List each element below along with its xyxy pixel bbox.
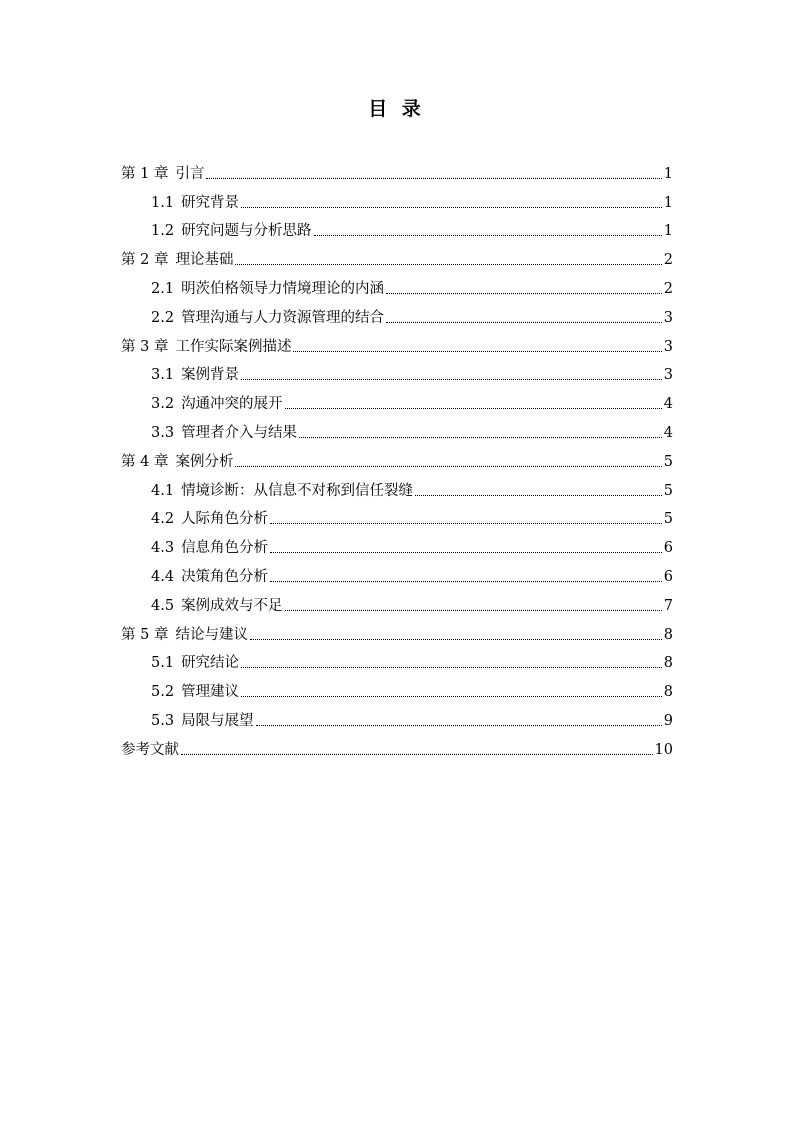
toc-dot-leader xyxy=(206,177,661,179)
toc-entry-page-number: 2 xyxy=(663,252,673,269)
toc-entry[interactable] xyxy=(121,528,673,557)
toc-entry-page-number: 3 xyxy=(663,338,673,355)
toc-entry-title: 研究背景 xyxy=(181,194,240,211)
toc-dot-leader xyxy=(270,551,662,553)
toc-dot-leader xyxy=(299,436,662,438)
toc-entry-page-number: 5 xyxy=(663,482,673,499)
toc-dot-leader xyxy=(235,465,661,467)
toc-dot-leader xyxy=(270,580,662,582)
toc-entry-number: 3.2 xyxy=(151,396,175,413)
toc-entry[interactable] xyxy=(121,154,673,183)
toc-entry[interactable] xyxy=(121,471,673,500)
toc-entry-title: 沟通冲突的展开 xyxy=(181,396,283,413)
toc-entry-page-number: 4 xyxy=(663,424,673,441)
toc-dot-leader xyxy=(270,522,662,524)
toc-entry-title: 信息角色分析 xyxy=(181,540,269,557)
toc-entry-page-number: 8 xyxy=(663,626,673,643)
toc-entry[interactable] xyxy=(121,672,673,701)
toc-dot-leader xyxy=(293,350,661,352)
toc-dot-leader xyxy=(314,234,662,236)
toc-entry[interactable] xyxy=(121,269,673,298)
toc-entry-page-number: 6 xyxy=(663,568,673,585)
toc-dot-leader xyxy=(386,292,662,294)
toc-entry-title: 管理者介入与结果 xyxy=(181,424,298,441)
toc-entry-title: 情境诊断：从信息不对称到信任裂缝 xyxy=(181,482,414,499)
toc-list xyxy=(121,154,673,759)
toc-dot-leader xyxy=(241,378,662,380)
toc-entry-page-number: 8 xyxy=(663,684,673,701)
toc-entry[interactable] xyxy=(121,557,673,586)
toc-entry-number: 1.2 xyxy=(151,223,175,240)
toc-entry[interactable] xyxy=(121,615,673,644)
toc-entry-number: 3.1 xyxy=(151,367,175,384)
toc-entry-title: 明茨伯格领导力情境理论的内涵 xyxy=(181,280,385,297)
toc-title: 目 录 xyxy=(368,98,425,120)
toc-entry-number: 5.2 xyxy=(151,684,175,701)
toc-entry-page-number: 8 xyxy=(663,655,673,672)
toc-entry-page-number: 3 xyxy=(663,309,673,326)
toc-entry[interactable] xyxy=(121,730,673,759)
toc-entry[interactable] xyxy=(121,442,673,471)
toc-entry-page-number: 1 xyxy=(663,194,673,211)
toc-entry[interactable] xyxy=(121,356,673,385)
toc-dot-leader xyxy=(250,638,662,640)
toc-dot-leader xyxy=(241,695,662,697)
toc-entry[interactable] xyxy=(121,298,673,327)
toc-entry-title: 研究问题与分析思路 xyxy=(181,223,312,240)
toc-entry-number: 5.3 xyxy=(151,712,175,729)
toc-dot-leader xyxy=(241,206,662,208)
toc-entry-page-number: 10 xyxy=(654,741,673,758)
toc-dot-leader xyxy=(285,609,662,611)
toc-entry-number: 3.3 xyxy=(151,424,175,441)
toc-entry-page-number: 7 xyxy=(663,597,673,614)
toc-entry-number: 2.1 xyxy=(151,280,175,297)
toc-entry-number: 2.2 xyxy=(151,309,175,326)
toc-entry[interactable] xyxy=(121,183,673,212)
toc-entry-title: 案例分析 xyxy=(175,453,234,470)
toc-entry[interactable] xyxy=(121,327,673,356)
toc-entry-number: 第 3 章 xyxy=(121,338,169,355)
toc-entry-page-number: 5 xyxy=(663,453,673,470)
toc-entry-title: 参考文献 xyxy=(121,741,179,758)
toc-entry-page-number: 6 xyxy=(663,540,673,557)
toc-entry-title: 案例背景 xyxy=(181,367,240,384)
toc-entry-title: 引言 xyxy=(175,165,205,182)
toc-dot-leader xyxy=(235,263,661,265)
toc-entry-number: 4.5 xyxy=(151,597,175,614)
toc-dot-leader xyxy=(386,321,662,323)
toc-entry-page-number: 9 xyxy=(663,712,673,729)
toc-dot-leader xyxy=(285,407,662,409)
toc-entry-page-number: 4 xyxy=(663,396,673,413)
toc-entry-page-number: 3 xyxy=(663,367,673,384)
toc-entry-page-number: 2 xyxy=(663,280,673,297)
toc-entry-title: 研究结论 xyxy=(181,655,240,672)
toc-dot-leader xyxy=(181,753,653,755)
toc-entry[interactable] xyxy=(121,240,673,269)
toc-entry-number: 第 2 章 xyxy=(121,252,169,269)
toc-entry-title: 人际角色分析 xyxy=(181,511,269,528)
toc-dot-leader xyxy=(415,494,662,496)
toc-entry-page-number: 1 xyxy=(663,223,673,240)
toc-entry-title: 管理建议 xyxy=(181,684,240,701)
toc-entry-title: 管理沟通与人力资源管理的结合 xyxy=(181,309,385,326)
toc-entry-number: 1.1 xyxy=(151,194,175,211)
toc-entry[interactable] xyxy=(121,384,673,413)
toc-entry-number: 第 5 章 xyxy=(121,626,169,643)
toc-entry[interactable] xyxy=(121,500,673,529)
toc-entry[interactable] xyxy=(121,586,673,615)
toc-entry[interactable] xyxy=(121,212,673,241)
toc-entry-number: 4.2 xyxy=(151,511,175,528)
toc-entry[interactable] xyxy=(121,644,673,673)
toc-entry[interactable] xyxy=(121,701,673,730)
toc-entry[interactable] xyxy=(121,413,673,442)
toc-dot-leader xyxy=(241,666,662,668)
toc-entry-title: 理论基础 xyxy=(175,252,234,269)
toc-entry-title: 工作实际案例描述 xyxy=(175,338,292,355)
toc-entry-title: 决策角色分析 xyxy=(181,568,269,585)
toc-entry-number: 4.4 xyxy=(151,568,175,585)
toc-entry-title: 局限与展望 xyxy=(181,712,254,729)
toc-entry-number: 第 4 章 xyxy=(121,453,169,470)
toc-entry-number: 4.1 xyxy=(151,482,175,499)
toc-entry-number: 5.1 xyxy=(151,655,175,672)
toc-dot-leader xyxy=(256,724,662,726)
toc-entry-number: 4.3 xyxy=(151,540,175,557)
toc-entry-title: 结论与建议 xyxy=(175,626,248,643)
toc-entry-number: 第 1 章 xyxy=(121,165,169,182)
toc-entry-page-number: 1 xyxy=(663,165,673,182)
toc-entry-title: 案例成效与不足 xyxy=(181,597,283,614)
toc-entry-page-number: 5 xyxy=(663,511,673,528)
